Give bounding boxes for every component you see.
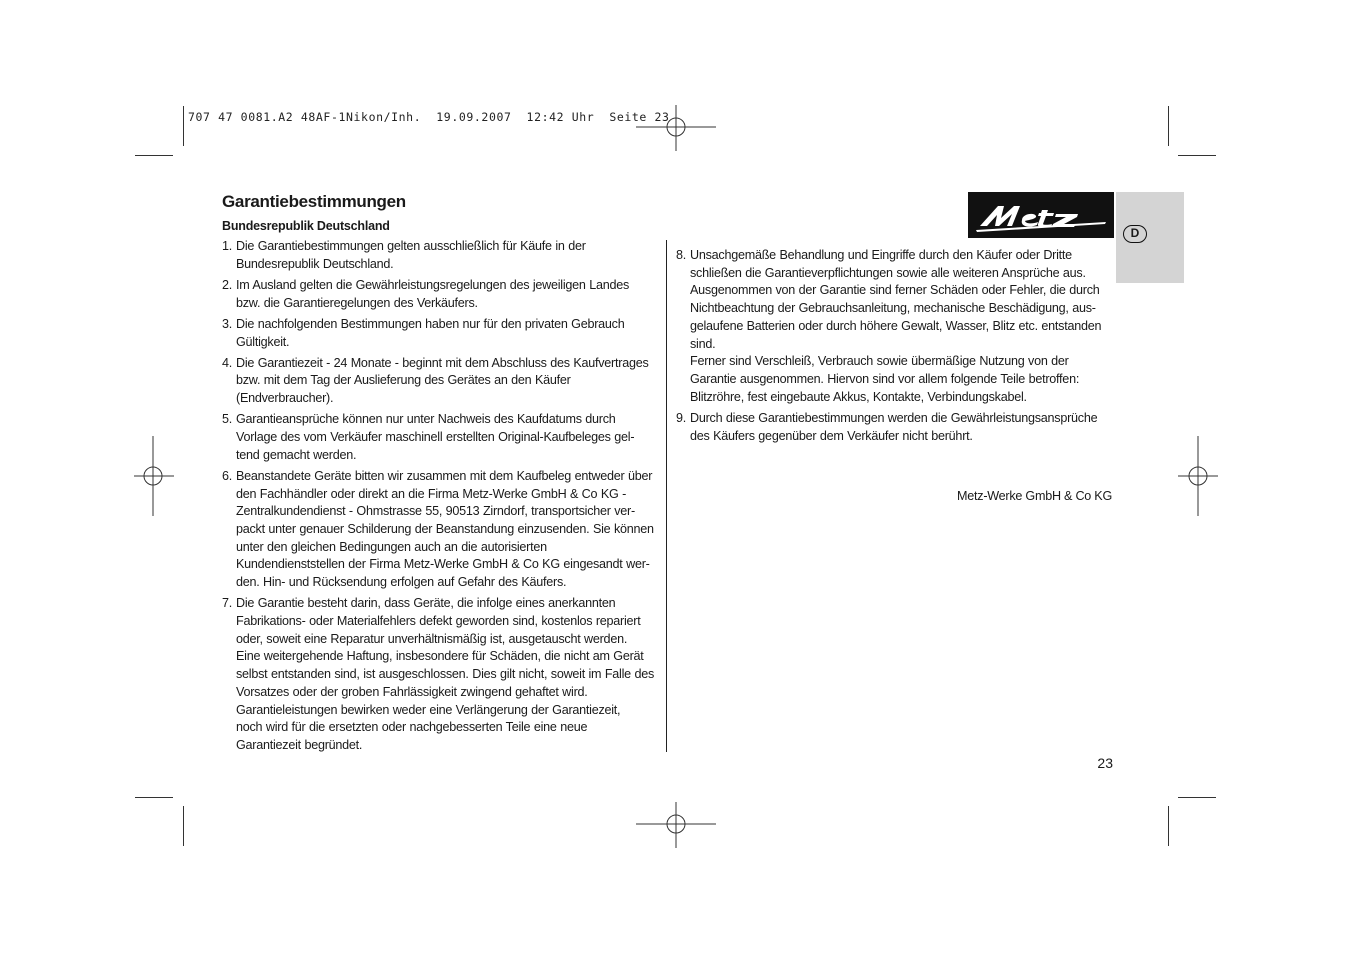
text-line: Vorsatzes oder der groben Fahrlässigkeit zwingend gehaftet wird.: [236, 684, 588, 699]
text-line: tend gemacht werden.: [236, 447, 357, 462]
list-item-number: 1.: [222, 239, 233, 253]
text-line: Ausgenommen von der Garantie sind ferner Schäden oder Fehler, die durch: [690, 283, 1100, 298]
list-item-text: [236, 411, 662, 464]
list-item-text: [690, 410, 1112, 445]
text-line: Beanstandete Geräte bitten wir zusammen mit dem Kaufbeleg entweder über: [236, 468, 653, 483]
crop-mark: [183, 806, 184, 846]
text-line: Garantieansprüche können nur unter Nachweis des Kaufdatums durch: [236, 412, 616, 427]
text-line: sind.: [690, 336, 716, 351]
text-line: Garantie ausgenommen. Hiervon sind vor allem folgende Teile betroffen:: [690, 371, 1080, 386]
crop-mark: [1168, 106, 1169, 146]
text-line: Garantiezeit begründet.: [236, 737, 363, 752]
list-item-number: 7.: [222, 596, 233, 611]
column-divider: [666, 240, 667, 752]
text-line: den. Hin- und Rücksendung erfolgen auf Gefahr des Käufers.: [236, 575, 567, 590]
list-item-text: [236, 595, 662, 754]
list-item: [676, 410, 1112, 445]
text-line: Ferner sind Verschleiß, Verbrauch sowie übermäßige Nutzung von der: [690, 354, 1069, 369]
text-line: noch wird für die ersetzten oder nachgebesserten Teile eine neue: [236, 720, 588, 735]
metz-logo: [968, 192, 1114, 238]
crop-mark: [1168, 806, 1169, 846]
page-number: 23: [1097, 755, 1113, 771]
text-line: Garantieleistungen bewirken weder eine Verlängerung der Garantiezeit,: [236, 702, 621, 717]
crop-mark: [183, 106, 184, 146]
language-badge: D: [1123, 225, 1147, 243]
list-item-number: 4.: [222, 355, 233, 370]
text-line: Fabrikations- oder Materialfehlers defekt geworden sind, kostenlos repariert: [236, 614, 641, 629]
list-item-text: [236, 316, 662, 351]
metz-logo-icon: [968, 192, 1114, 238]
list-item-number: 6.: [222, 468, 233, 483]
text-line: Blitzröhre, fest eingebaute Akkus, Kontakte, Verbindungskabel.: [690, 389, 1027, 404]
text-line: Gültigkeit.: [236, 334, 290, 349]
company-name: Metz-Werke GmbH & Co KG: [957, 489, 1112, 503]
text-line: bzw. die Garantieregelungen des Verkäufers.: [236, 295, 478, 310]
text-line: Eine weitergehende Haftung, insbesondere für Schäden, die nicht am Gerät: [236, 649, 644, 664]
list-item-number: 8.: [676, 248, 687, 262]
list-item: [676, 247, 1112, 406]
list-item-text: [690, 247, 1112, 406]
crop-mark: [1178, 155, 1216, 156]
list-item: [222, 411, 662, 464]
text-line: schließen die Garantieverpflichtungen sowie alle weiteren Ansprüche aus.: [690, 265, 1086, 280]
page-title: Garantiebestimmungen: [222, 192, 406, 211]
list-item: [222, 355, 662, 408]
crop-mark: [135, 155, 173, 156]
list-item-text: [236, 277, 662, 312]
text-line: Im Ausland gelten die Gewährleistungsregelungen des jeweiligen Landes: [236, 277, 630, 292]
text-line: unter den gleichen Bedingungen auch an die autorisierten: [236, 539, 547, 554]
text-line: (Endverbraucher).: [236, 391, 334, 406]
text-line: Zentralkundendienst - Ohmstrasse 55, 90513 Zirndorf, transportsicher ver-: [236, 504, 635, 519]
text-line: oder, soweit eine Reparatur unverhältnismäßig ist, ausgetauscht werden.: [236, 631, 628, 646]
print-slug-line: 707 47 0081.A2 48AF-1Nikon/Inh. 19.09.2007 12:42 Uhr Seite 23: [188, 110, 670, 124]
list-item: [222, 595, 662, 754]
list-item: [222, 238, 662, 273]
list-item: [222, 316, 662, 351]
list-item-text: [236, 355, 662, 408]
text-line: bzw. mit dem Tag der Auslieferung des Gerätes an den Käufer: [236, 373, 571, 388]
list-item-number: 3.: [222, 316, 233, 331]
text-line: Unsachgemäße Behandlung und Eingriffe durch den Käufer oder Dritte: [690, 248, 1072, 262]
text-line: Bundesrepublik Deutschland.: [236, 256, 394, 271]
list-item: [222, 277, 662, 312]
list-item-number: 5.: [222, 412, 233, 427]
registration-mark-left: [134, 436, 174, 516]
text-line: Vorlage des vom Verkäufer maschinell erstellten Original-Kaufbeleges gel-: [236, 430, 635, 445]
registration-mark-right: [1178, 436, 1218, 516]
text-line: selbst entstanden sind, ist ausgeschlossen. Dies gilt nicht, soweit im Falle des: [236, 667, 654, 682]
crop-mark: [1178, 797, 1216, 798]
crop-mark: [135, 797, 173, 798]
section-subtitle: Bundesrepublik Deutschland: [222, 219, 390, 233]
text-line: Durch diese Garantiebestimmungen werden die Gewährleistungsansprüche: [690, 410, 1098, 425]
text-line: des Käufers gegenüber dem Verkäufer nicht berührt.: [690, 428, 973, 443]
text-line: packt unter genauer Schilderung der Beanstandung einzusenden. Sie können: [236, 522, 654, 537]
terms-column-right: [676, 247, 1112, 449]
list-item: [222, 468, 662, 592]
text-line: Kundendienststellen der Firma Metz-Werke GmbH & Co KG eingesandt wer-: [236, 557, 650, 572]
text-line: Die Garantie besteht darin, dass Geräte, die infolge eines anerkannten: [236, 596, 616, 611]
text-line: Die Garantiezeit - 24 Monate - beginnt mit dem Abschluss des Kaufvertrages: [236, 355, 649, 370]
registration-mark-top: [636, 105, 716, 151]
terms-column-left: [222, 238, 662, 758]
text-line: Nichtbeachtung der Gebrauchsanleitung, mechanische Beschädigung, aus-: [690, 301, 1096, 316]
text-line: Die Garantiebestimmungen gelten ausschließlich für Käufe in der: [236, 239, 586, 253]
list-item-text: [236, 468, 662, 592]
text-line: gelaufene Batterien oder durch höhere Gewalt, Wasser, Blitz etc. entstanden: [690, 318, 1102, 333]
text-line: Die nachfolgenden Bestimmungen haben nur für den privaten Gebrauch: [236, 316, 625, 331]
list-item-number: 9.: [676, 410, 687, 425]
list-item-text: [236, 238, 662, 273]
registration-mark-bottom: [636, 802, 716, 848]
list-item-number: 2.: [222, 277, 233, 292]
text-line: den Fachhändler oder direkt an die Firma Metz-Werke GmbH & Co KG -: [236, 486, 627, 501]
